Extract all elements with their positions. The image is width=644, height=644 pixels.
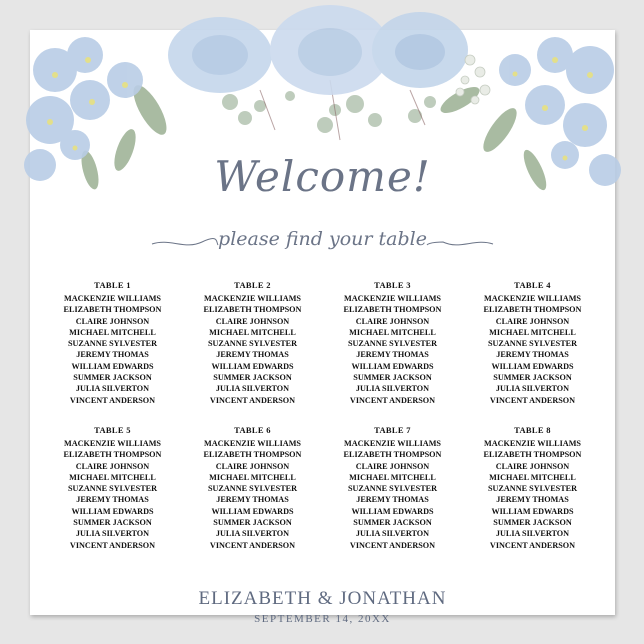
guest-name: JEREMY THOMAS xyxy=(216,350,289,360)
guest-name: CLAIRE JOHNSON xyxy=(495,316,570,326)
guest-name: JEREMY THOMAS xyxy=(76,350,149,360)
table-block-7 xyxy=(325,425,460,551)
subtitle: please find your table xyxy=(218,228,427,250)
guest-name: WILLIAM EDWARDS xyxy=(211,361,294,371)
guest-name: JULIA SILVERTON xyxy=(355,384,430,394)
swirl-right-decoration xyxy=(425,236,495,250)
guest-name: MACKENZIE WILLIAMS xyxy=(484,294,581,303)
guest-name: ELIZABETH THOMPSON xyxy=(203,450,302,460)
guest-name: JEREMY THOMAS xyxy=(216,495,289,505)
guest-name: SUZANNE SYLVESTER xyxy=(207,339,298,349)
guest-name: MACKENZIE WILLIAMS xyxy=(64,439,161,448)
table-title: TABLE 8 xyxy=(514,425,551,435)
guest-name: CLAIRE JOHNSON xyxy=(355,461,430,471)
table-block-6 xyxy=(185,425,320,551)
guest-name: SUMMER JACKSON xyxy=(493,373,572,383)
guest-name: MACKENZIE WILLIAMS xyxy=(64,294,161,303)
guest-name: MACKENZIE WILLIAMS xyxy=(484,439,581,448)
guest-name: CLAIRE JOHNSON xyxy=(355,316,430,326)
guest-name: SUZANNE SYLVESTER xyxy=(347,484,438,494)
guest-name: JULIA SILVERTON xyxy=(215,529,290,539)
guest-name: MICHAEL MITCHELL xyxy=(489,327,576,337)
guest-name: ELIZABETH THOMPSON xyxy=(343,305,442,315)
table-title: TABLE 3 xyxy=(374,280,411,290)
table-title: TABLE 1 xyxy=(94,280,131,290)
guest-name: MACKENZIE WILLIAMS xyxy=(344,294,441,303)
guest-name: MICHAEL MITCHELL xyxy=(69,327,156,337)
guest-name: MACKENZIE WILLIAMS xyxy=(204,294,301,303)
guest-name: SUMMER JACKSON xyxy=(493,518,572,528)
guest-name: MICHAEL MITCHELL xyxy=(489,472,576,482)
guest-name: ELIZABETH THOMPSON xyxy=(343,450,442,460)
guest-name: CLAIRE JOHNSON xyxy=(75,316,150,326)
seating-chart-poster xyxy=(30,30,615,625)
table-title: TABLE 5 xyxy=(94,425,131,435)
guest-name: ELIZABETH THOMPSON xyxy=(203,305,302,315)
guest-name: SUZANNE SYLVESTER xyxy=(67,339,158,349)
table-block-1 xyxy=(45,280,180,406)
guest-name: JULIA SILVERTON xyxy=(355,529,430,539)
guest-name: JULIA SILVERTON xyxy=(215,384,290,394)
guest-name: SUMMER JACKSON xyxy=(353,373,432,383)
guest-name: ELIZABETH THOMPSON xyxy=(63,450,162,460)
guest-name: VINCENT ANDERSON xyxy=(209,395,296,405)
guest-name: VINCENT ANDERSON xyxy=(69,540,156,550)
guest-name: CLAIRE JOHNSON xyxy=(215,461,290,471)
guest-name: JULIA SILVERTON xyxy=(495,384,570,394)
guest-name: SUMMER JACKSON xyxy=(213,518,292,528)
table-title: TABLE 2 xyxy=(234,280,271,290)
guest-name: SUMMER JACKSON xyxy=(213,373,292,383)
guest-name: WILLIAM EDWARDS xyxy=(491,506,574,516)
guest-name: WILLIAM EDWARDS xyxy=(491,361,574,371)
guest-name: SUZANNE SYLVESTER xyxy=(67,484,158,494)
guest-name: CLAIRE JOHNSON xyxy=(215,316,290,326)
guest-name: VINCENT ANDERSON xyxy=(209,540,296,550)
guest-name: JULIA SILVERTON xyxy=(75,384,150,394)
guest-name: JEREMY THOMAS xyxy=(496,495,569,505)
guest-name: SUMMER JACKSON xyxy=(353,518,432,528)
guest-name: VINCENT ANDERSON xyxy=(489,395,576,405)
guest-name: MICHAEL MITCHELL xyxy=(69,472,156,482)
guest-name: VINCENT ANDERSON xyxy=(349,540,436,550)
guest-name: ELIZABETH THOMPSON xyxy=(483,305,582,315)
guest-name: SUMMER JACKSON xyxy=(73,518,152,528)
guest-name: MICHAEL MITCHELL xyxy=(349,472,436,482)
guest-name: SUZANNE SYLVESTER xyxy=(487,339,578,349)
table-block-4 xyxy=(465,280,600,406)
guest-name: JEREMY THOMAS xyxy=(76,495,149,505)
guest-name: VINCENT ANDERSON xyxy=(349,395,436,405)
welcome-heading: Welcome! xyxy=(214,152,431,201)
guest-name: CLAIRE JOHNSON xyxy=(495,461,570,471)
guest-name: ELIZABETH THOMPSON xyxy=(63,305,162,315)
guest-name: VINCENT ANDERSON xyxy=(69,395,156,405)
guest-name: MICHAEL MITCHELL xyxy=(349,327,436,337)
guest-name: SUMMER JACKSON xyxy=(73,373,152,383)
table-title: TABLE 4 xyxy=(514,280,551,290)
guest-name: JEREMY THOMAS xyxy=(356,350,429,360)
guest-name: JULIA SILVERTON xyxy=(75,529,150,539)
guest-name: CLAIRE JOHNSON xyxy=(75,461,150,471)
guest-name: SUZANNE SYLVESTER xyxy=(207,484,298,494)
table-title: TABLE 6 xyxy=(234,425,271,435)
event-date: SEPTEMBER 14, 20XX xyxy=(254,613,391,625)
table-block-2 xyxy=(185,280,320,406)
guest-name: MACKENZIE WILLIAMS xyxy=(204,439,301,448)
guest-name: SUZANNE SYLVESTER xyxy=(487,484,578,494)
couple-names: ELIZABETH & JONATHAN xyxy=(198,588,447,609)
guest-name: JULIA SILVERTON xyxy=(495,529,570,539)
guest-name: WILLIAM EDWARDS xyxy=(71,506,154,516)
table-block-5 xyxy=(45,425,180,551)
guest-name: WILLIAM EDWARDS xyxy=(211,506,294,516)
guest-name: SUZANNE SYLVESTER xyxy=(347,339,438,349)
guest-name: WILLIAM EDWARDS xyxy=(71,361,154,371)
guest-name: MICHAEL MITCHELL xyxy=(209,472,296,482)
guest-name: JEREMY THOMAS xyxy=(496,350,569,360)
guest-name: MACKENZIE WILLIAMS xyxy=(344,439,441,448)
guest-name: VINCENT ANDERSON xyxy=(489,540,576,550)
guest-name: WILLIAM EDWARDS xyxy=(351,361,434,371)
guest-name: JEREMY THOMAS xyxy=(356,495,429,505)
table-block-8 xyxy=(465,425,600,551)
guest-name: WILLIAM EDWARDS xyxy=(351,506,434,516)
table-block-3 xyxy=(325,280,460,406)
guest-name: ELIZABETH THOMPSON xyxy=(483,450,582,460)
guest-name: MICHAEL MITCHELL xyxy=(209,327,296,337)
table-title: TABLE 7 xyxy=(374,425,411,435)
